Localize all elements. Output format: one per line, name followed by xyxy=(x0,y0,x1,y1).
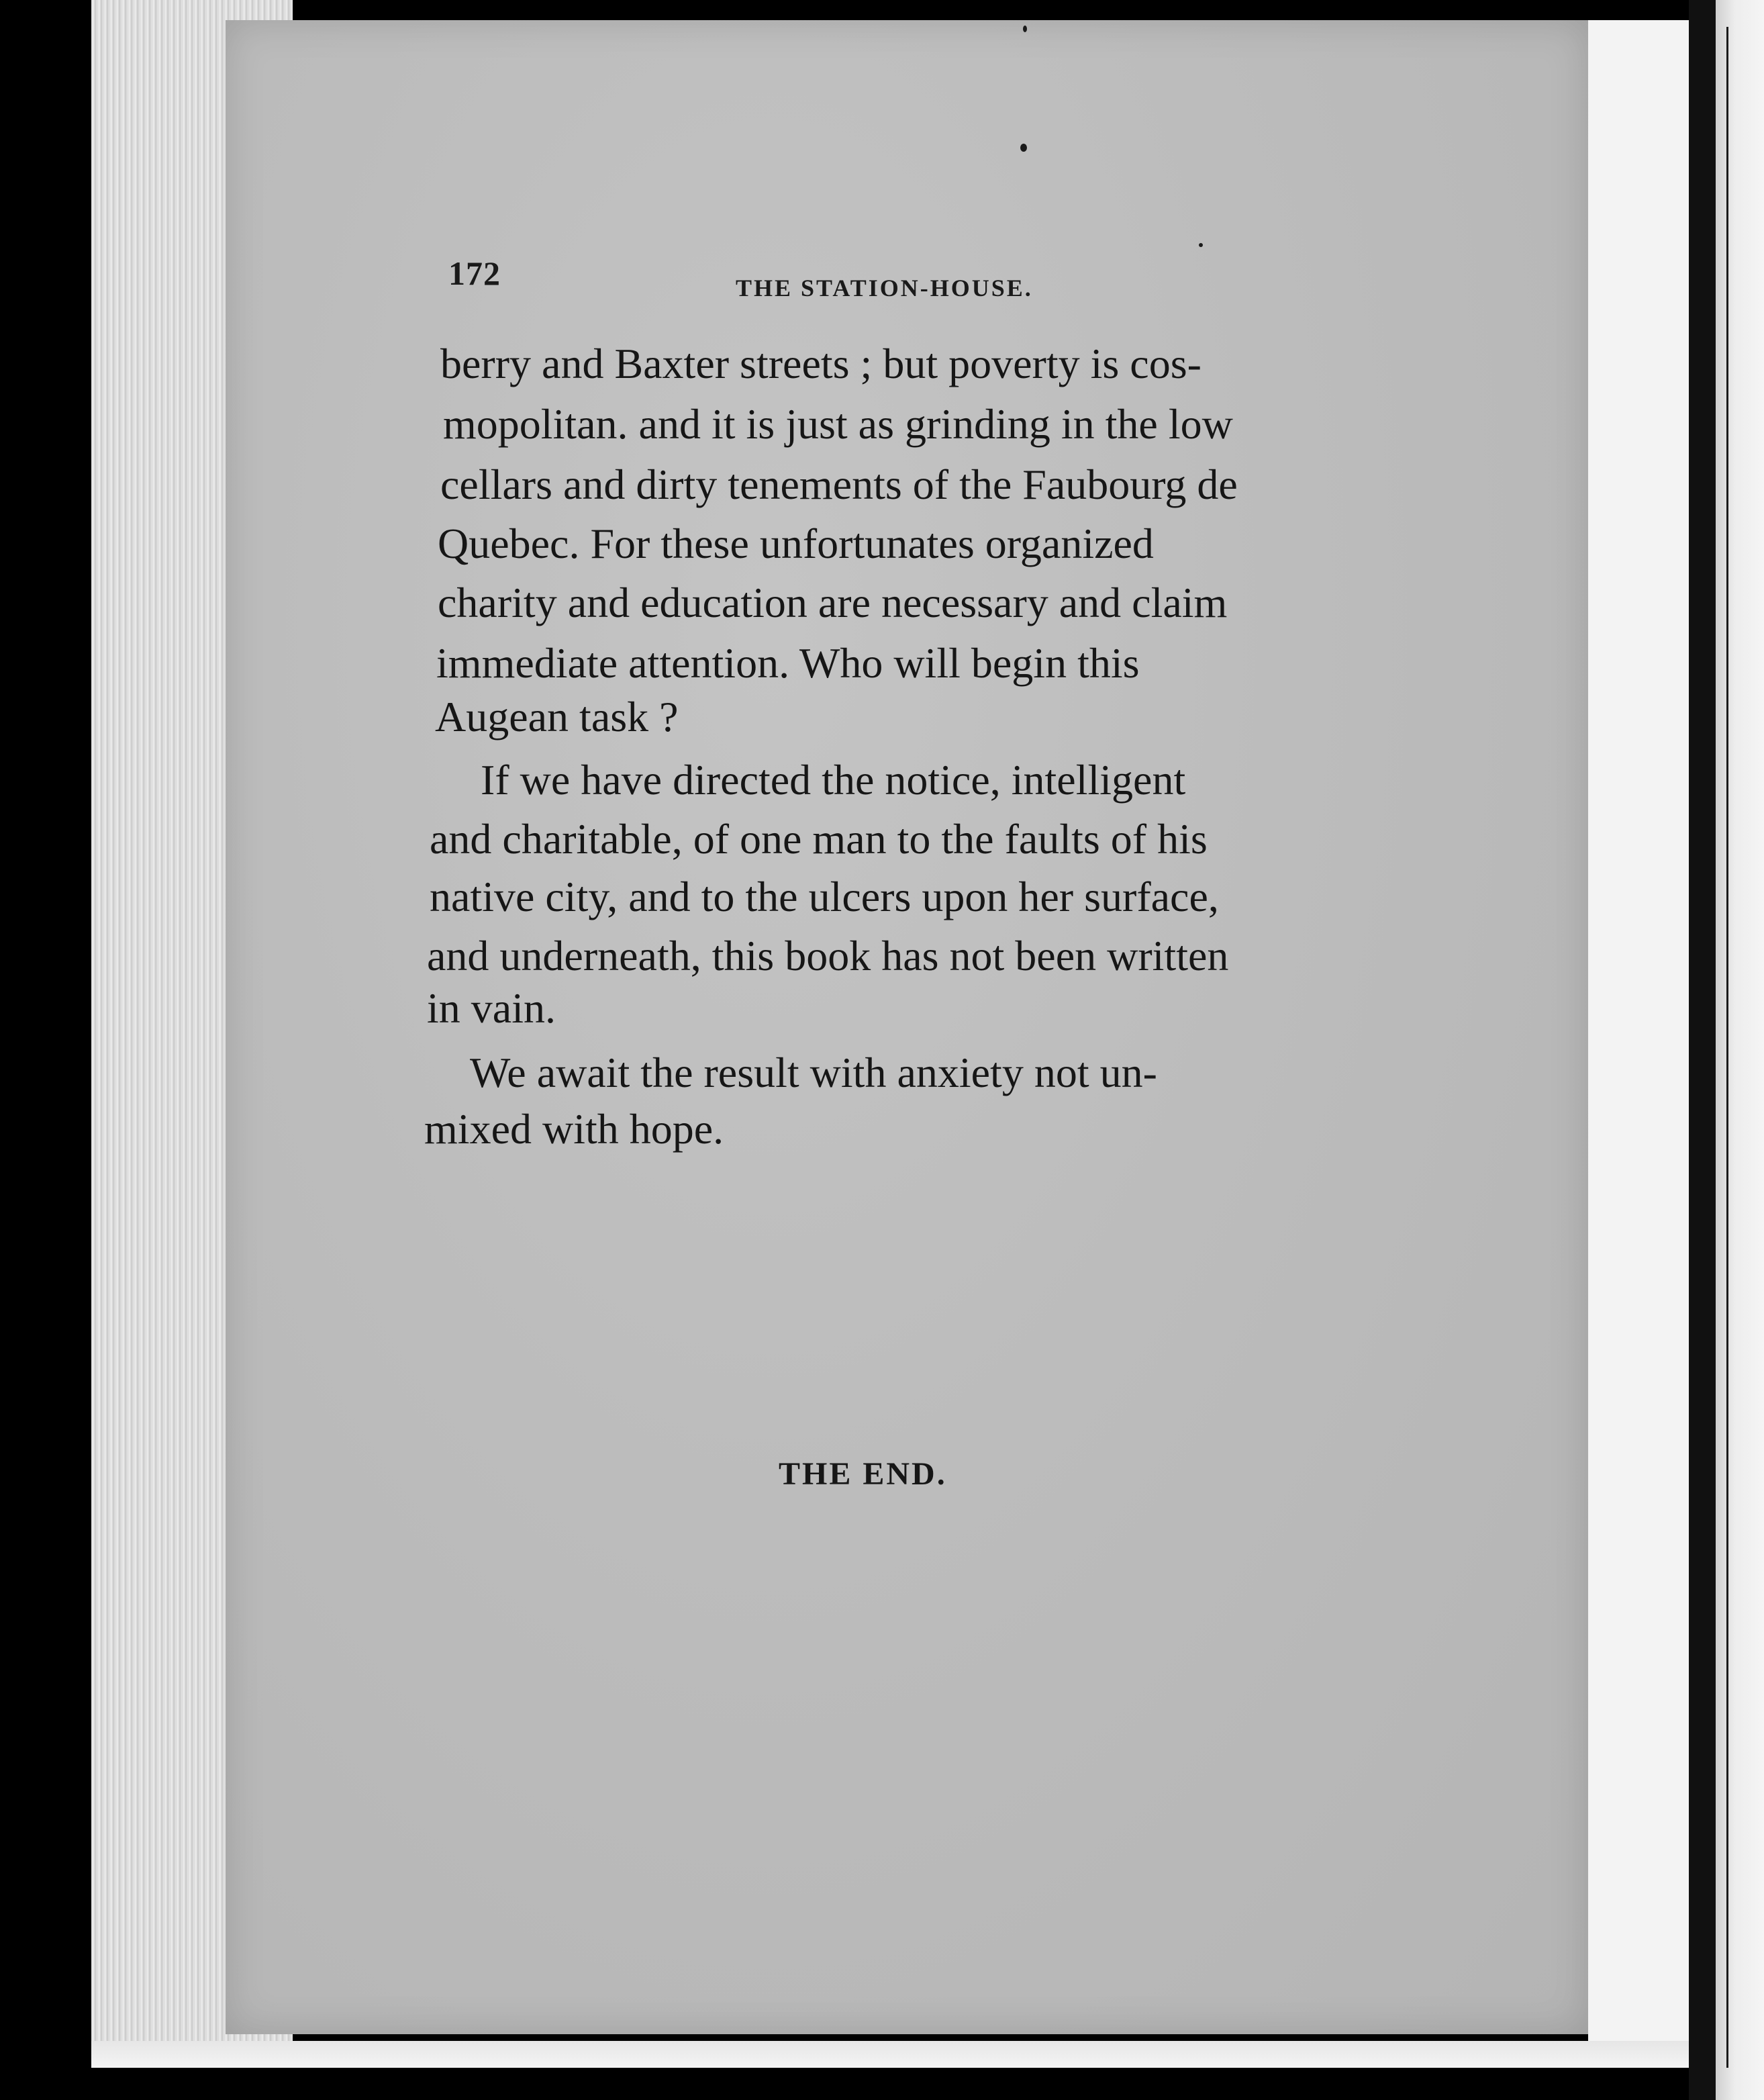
facing-page-border xyxy=(1726,27,1728,2068)
body-line: cellars and dirty tenements of the Faubourg de xyxy=(440,461,1238,508)
ink-speck xyxy=(1020,144,1027,152)
body-line: We await the result with anxiety not un- xyxy=(470,1049,1157,1096)
ink-speck xyxy=(1023,26,1027,32)
facing-page-edge xyxy=(1716,0,1764,2100)
body-line: mixed with hope. xyxy=(424,1105,724,1153)
book-gutter xyxy=(1689,0,1716,2100)
body-line: mopolitan. and it is just as grinding in the low xyxy=(443,400,1233,448)
body-line: and charitable, of one man to the faults of his xyxy=(430,815,1208,863)
body-line: If we have directed the notice, intelligent xyxy=(481,756,1186,804)
body-line: berry and Baxter streets ; but poverty is cos- xyxy=(440,340,1202,387)
body-line: immediate attention. Who will begin this xyxy=(436,639,1140,687)
body-line: in vain. xyxy=(427,984,556,1032)
body-line: native city, and to the ulcers upon her surface, xyxy=(430,873,1219,920)
body-line: Augean task ? xyxy=(435,693,679,741)
ink-speck xyxy=(1199,243,1203,247)
closing-text: THE END. xyxy=(779,1456,947,1492)
page-stack-bottom xyxy=(91,2041,1696,2068)
body-line: and underneath, this book has not been written xyxy=(427,932,1229,980)
page-right-margin xyxy=(1588,20,1689,2041)
running-head: THE STATION-HOUSE. xyxy=(736,275,1033,301)
body-line: charity and education are necessary and claim xyxy=(438,579,1228,626)
body-line: Quebec. For these unfortunates organized xyxy=(438,520,1154,567)
page-number: 172 xyxy=(448,254,501,292)
